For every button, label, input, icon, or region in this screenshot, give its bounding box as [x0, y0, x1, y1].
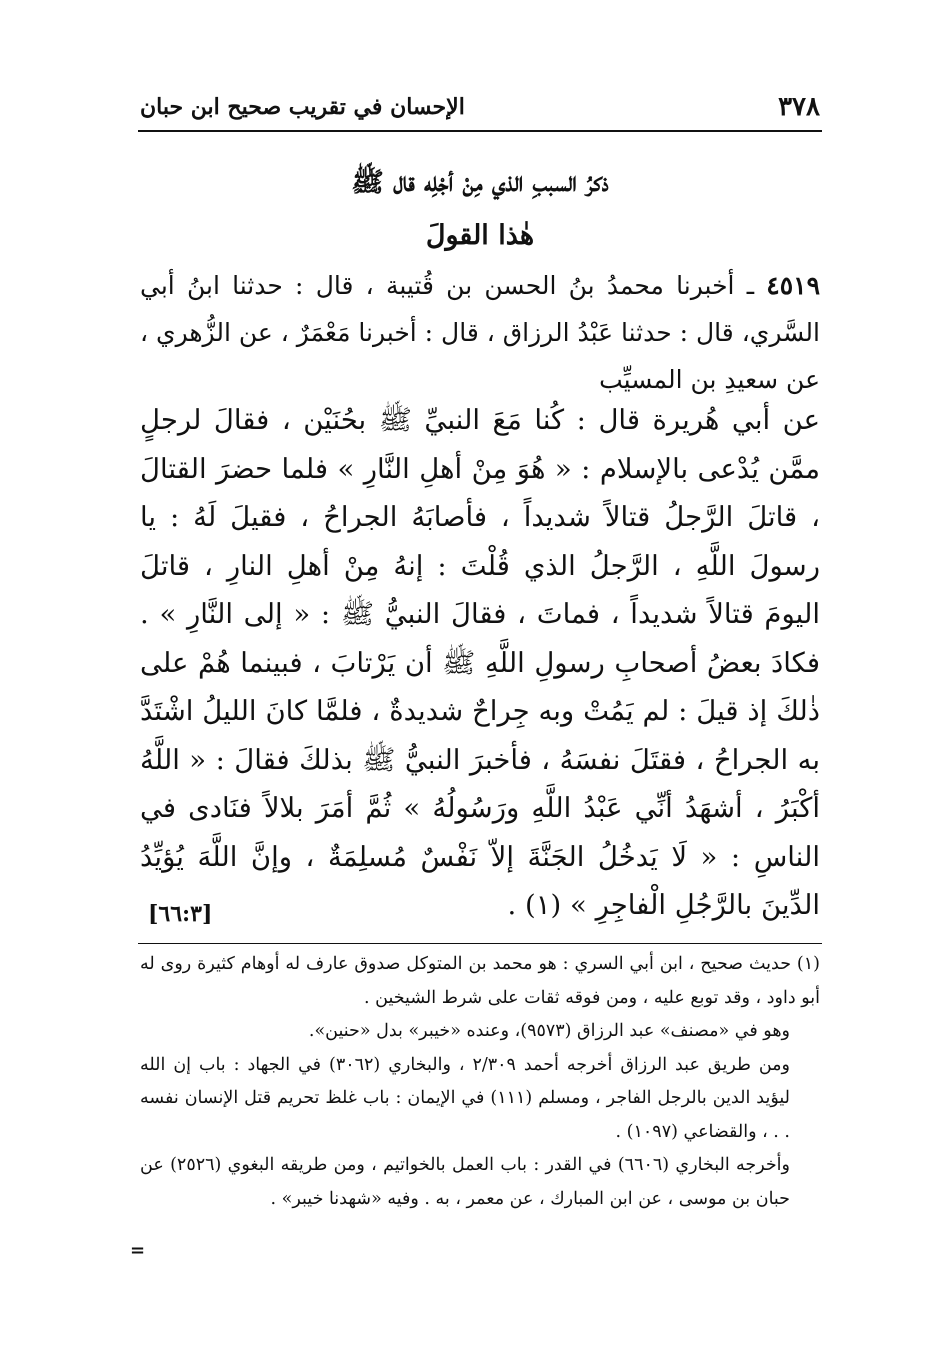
- footnote-takhrij-1: ومن طريق عبد الرزاق أخرجه أحمد ٢/٣٠٩ ، والبخاري (٣٠٦٢) في الجهاد : باب إن الله ليؤيد الدين بالرجل الفاجر ، ومسلم (١١١) في الإيمان : باب غلظ تحريم قتل الإنسان نفسه . . ، والقضاعي (١٠٩٧) .: [140, 1054, 791, 1142]
- page-header: [140, 92, 820, 126]
- footnote-1: (١) حديث صحيح ، ابن أبي السري : هو محمد بن المتوكل صدوق عارف له أوهام كثيرة روى له أبو داود ، وقد توبع عليه ، ومن فوقه ثقات على شرط الشيخين .: [140, 954, 820, 1008]
- reference-tag: [٦٦:٣]: [148, 901, 213, 927]
- hadith-matn: عن أبي هُريرة قال : كُنا مَعَ النبيِّ ﷺ بحُنَيْن ، فقالَ لرجلٍ ممَّن يُدْعى بالإسلام : « هُوَ مِنْ أهلِ النَّارِ » فلما حضرَ القتالَ ، قاتلَ الرَّجلُ قتالاً شديداً ، فأصابَهُ الجراحُ ، فقيلَ لَهُ : يا رسولَ اللَّهِ ، الرَّجلُ الذي قُلْتَ : إنهُ مِنْ أهلِ النارِ ، قاتلَ اليومَ قتالاً شديداً ، فماتَ ، فقالَ النبيُّ ﷺ : « إلى النَّارِ » . فكادَ بعضُ أصحابِ رسولِ اللَّهِ ﷺ أن يَرْتابَ ، فبينما هُمْ على ذٰلكَ إذ قيلَ : لم يَمُتْ وبه جِراحٌ شديدةٌ ، فلمَّا كانَ الليلُ اشْتَدَّ به الجراحُ ، فقتَلَ نفسَهُ ، فأخبرَ النبيُّ ﷺ بذلكَ فقالَ : « اللَّهُ أكْبَرُ ، أشهَدُ أنِّي عَبْدُ اللَّهِ ورَسُولُهُ » ثُمَّ أمَرَ بلالاً فنَادى في الناسِ : « لَا يَدخُلُ الجَنَّةَ إلاّ نَفْسٌ مُسلِمَةٌ ، وإنَّ اللَّهَ يُؤيِّدُ الدِّينَ بالرَّجُلِ الْفاجِرِ » (١) .: [140, 404, 820, 921]
- continuation-mark: =: [130, 1240, 146, 1261]
- isnad-text: ـ أخبرنا محمدُ بنُ الحسن بن قُتيبة ، قال : حدثنا ابنُ أبي السَّري، قال : حدثنا عَبْدُ الرزاق ، قال : أخبرنا مَعْمَرٌ ، عن الزُّهري ، عن سعيدِ بن المسيِّب: [140, 271, 820, 394]
- footnote-source: وهو في «مصنف» عبد الرزاق (٩٥٧٣)، وعنده «خيبر» بدل «حنين».: [308, 1021, 790, 1041]
- section-title-line-2: هٰذا القولَ: [425, 220, 535, 251]
- footnote-divider: [138, 943, 822, 944]
- footnotes: [140, 948, 820, 1216]
- hadith-isnad: [140, 262, 820, 403]
- header-divider: [138, 130, 822, 132]
- footnote-takhrij-2: وأخرجه البخاري (٦٦٠٦) في القدر : باب العمل بالخواتيم ، ومن طريقه البغوي (٢٥٢٦) عن حبان بن موسى ، عن ابن المبارك ، عن معمر ، به . وفيه «شهدنا خيبر» .: [140, 1155, 790, 1209]
- page-number: ٣٧٨: [778, 92, 820, 122]
- running-title: الإحسان في تقريب صحيح ابن حبان: [140, 94, 465, 120]
- section-title-line-1: ذكرُ السببِ الذي مِنْ أجْلِه قال ﷺ: [351, 167, 609, 198]
- hadith-number: ٤٥١٩: [766, 271, 820, 300]
